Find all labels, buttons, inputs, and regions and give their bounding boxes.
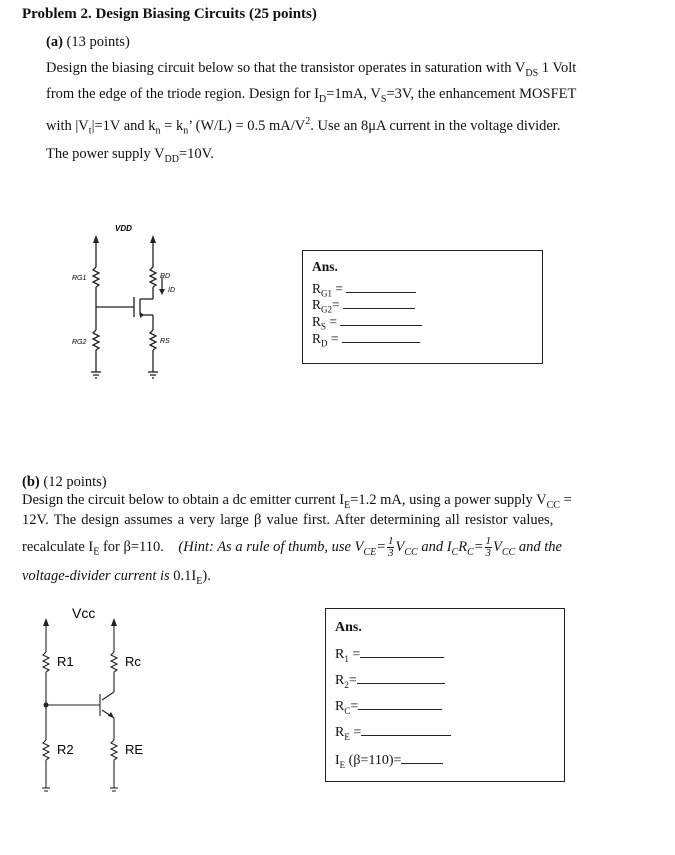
rg1-blank[interactable] <box>346 281 416 293</box>
mosfet-bias-circuit <box>60 215 190 385</box>
fraction-one-third: $\frac{1}{3}$ <box>387 535 394 559</box>
part-b-ans-heading: Ans. <box>335 620 362 635</box>
problem-title: Problem 2. Design Biasing Circuits (25 points) <box>22 6 317 22</box>
part-a-line-4: The power supply $V_{DD}=10V$. <box>46 146 214 165</box>
rd-blank[interactable] <box>342 331 420 343</box>
answer-rg2: $R_{G2}=$ <box>312 297 415 315</box>
part-a-points: (13 points) <box>66 34 130 50</box>
part-b-heading <box>22 474 107 491</box>
fraction-one-third-2: $\frac{1}{3}$ <box>485 535 492 559</box>
part-a-line-3: with $|V_t|=1V$ and $k_n = k_n$’ (W/L) = 0.5 $mA/V^2$. Use an 8μA current in the voltage divider. <box>46 116 561 137</box>
ie-blank[interactable] <box>401 752 443 764</box>
answer-rs: $R_S$ = <box>312 314 422 332</box>
part-b-line-3: recalculate $I_E$ for β=110. (Hint: As a rule of thumb, use $V_{CE}=$ $\frac{1}{3}$ $V_{CC}$ and $I_CR_C=$ $\frac{1}{3}$ $V_{CC}$ and the <box>22 535 562 559</box>
rs-label: RS <box>160 338 170 345</box>
part-a-label: (a) <box>46 34 63 50</box>
rg2-blank[interactable] <box>343 297 415 309</box>
part-a-line-1: Design the biasing circuit below so that the transistor operates in saturation with $V_{DS}$ 1 Volt <box>46 60 577 79</box>
part-b-answer-box <box>325 608 565 782</box>
answer-rd: $R_D$ = <box>312 331 420 349</box>
rg1-label: RG1 <box>72 275 87 282</box>
part-a-answer-box <box>302 250 543 364</box>
rc-blank[interactable] <box>358 698 442 710</box>
re-label: RE <box>125 742 144 757</box>
rg2-label: RG2 <box>72 339 87 346</box>
answer-rc: $R_C=$ <box>335 698 442 716</box>
id-label: ID <box>168 287 175 294</box>
part-b-label: (b) <box>22 474 40 490</box>
answer-r2: $R_2=$ <box>335 672 445 690</box>
part-a-ans-heading: Ans. <box>312 259 338 274</box>
part-b-line-4: voltage-divider current is $0.1I_E$). <box>22 568 211 587</box>
vdd-label: VDD <box>115 224 132 233</box>
r2-blank[interactable] <box>357 672 445 684</box>
part-b-points: (12 points) <box>43 474 107 490</box>
rs-blank[interactable] <box>340 314 422 326</box>
bjt-bias-circuit <box>30 600 170 805</box>
answer-ie: $I_E$ (β=110)= <box>335 752 443 770</box>
part-b-line-2: 12V. The design assumes a very large β value first. After determining all resistor values, <box>22 512 554 528</box>
answer-re: $R_E$ = <box>335 724 451 742</box>
answer-r1: $R_1$ = <box>335 646 444 664</box>
r2-label: R2 <box>57 742 74 757</box>
part-b-line-1: Design the circuit below to obtain a dc emitter current $I_E=1.2$ mA, using a power supply $V_{CC}$ = <box>22 492 572 511</box>
rd-label: RD <box>160 273 171 280</box>
r1-label: R1 <box>57 654 74 669</box>
r1-blank[interactable] <box>360 646 444 658</box>
part-a-line-2: from the edge of the triode region. Design for $I_D=1mA$, $V_S=3V$, the enhancement MOSFET <box>46 86 577 105</box>
answer-rg1: $R_{G1}$ = <box>312 281 416 299</box>
rc-label: Rc <box>125 654 141 669</box>
vcc-label: Vcc <box>72 605 96 621</box>
part-a-heading <box>46 34 130 51</box>
hint: (Hint: As a rule of thumb, use $V_{CE}=$ $\frac{1}{3}$ $V_{CC}$ and $I_CR_C=$ $\frac{1}{3}$ $V_{CC}$ and the <box>178 535 562 559</box>
re-blank[interactable] <box>361 724 451 736</box>
